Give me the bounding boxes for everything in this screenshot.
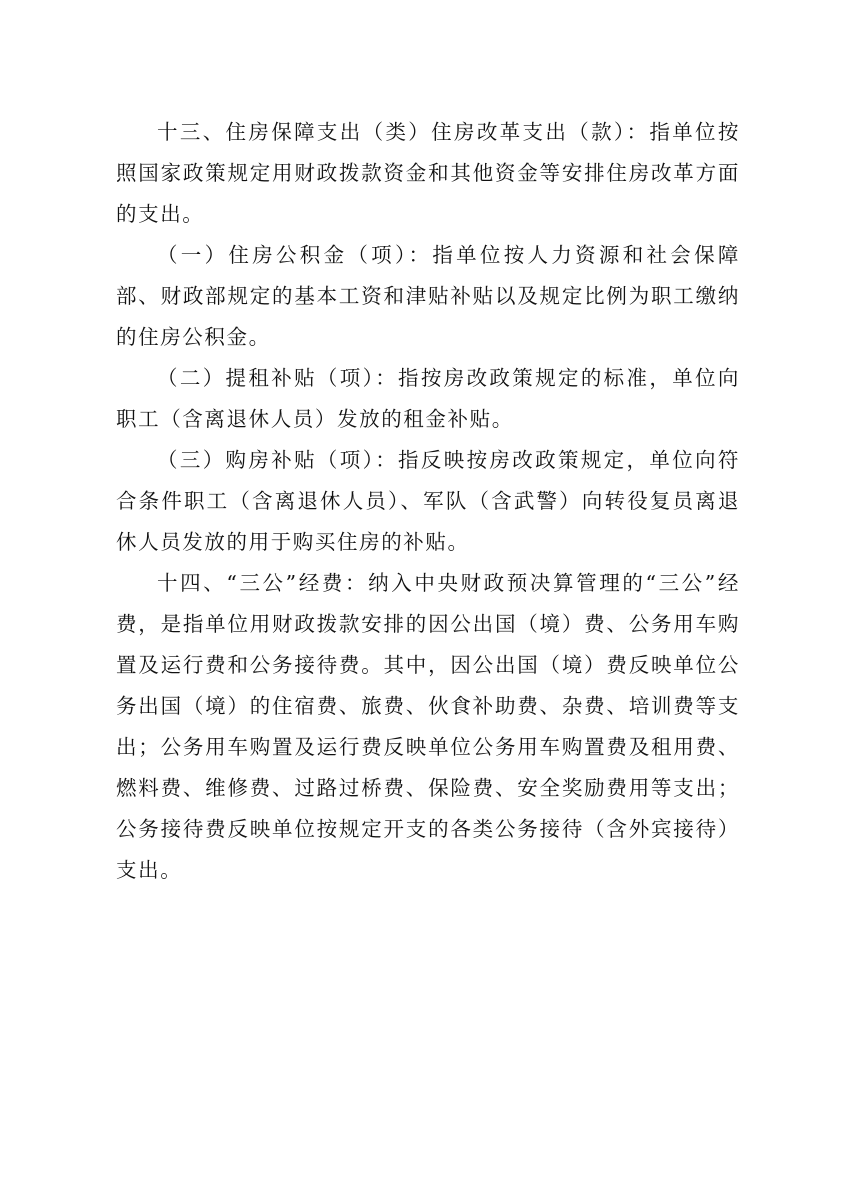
paragraph-housing-provident-fund: （一）住房公积金（项）：指单位按人力资源和社会保障部、财政部规定的基本工资和津贴补贴以及规定比例为职工缴纳的住房公积金。: [116, 243, 740, 349]
document-body: [116, 112, 740, 891]
paragraph-housing-reform: 十三、住房保障支出（类）住房改革支出（款）：指单位按照国家政策规定用财政拨款资金和其他资金等安排住房改革方面的支出。: [116, 120, 740, 226]
paragraph-three-public-expenses: 十四、“三公”经费：纳入中央财政预决算管理的“三公”经费，是指单位用财政拨款安排的因公出国（境）费、公务用车购置及运行费和公务接待费。其中，因公出国（境）费反映单位公务出国（境）的住宿费、旅费、伙食补助费、杂费、培训费等支出；公务用车购置及运行费反映单位公务用车购置费及租用费、燃料费、维修费、过路过桥费、保险费、安全奖励费用等支出；公务接待费反映单位按规定开支的各类公务接待（含外宾接待）支出。: [116, 571, 740, 882]
paragraph-purchase-subsidy: （三）购房补贴（项）：指反映按房改政策规定，单位向符合条件职工（含离退休人员）、军队（含武警）向转役复员离退休人员发放的用于购买住房的补贴。: [116, 448, 740, 554]
paragraph-rent-subsidy: （二）提租补贴（项）：指按房改政策规定的标准，单位向职工（含离退休人员）发放的租金补贴。: [116, 366, 740, 431]
